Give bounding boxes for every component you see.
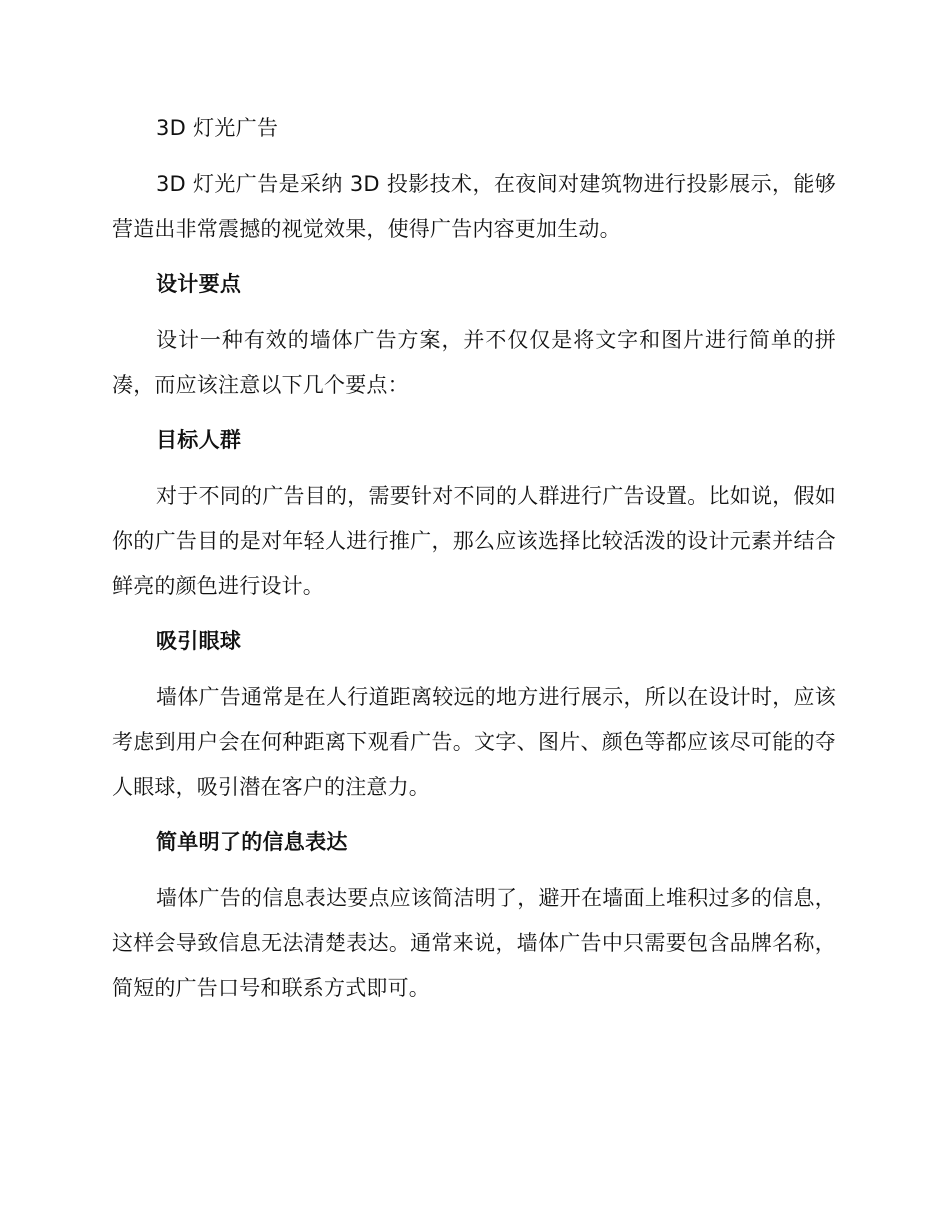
spacer — [112, 408, 836, 420]
section-heading-eye-catching: 吸引眼球 — [156, 629, 242, 653]
section-heading-3d-light-ad: 3D 灯光广告 — [156, 116, 279, 140]
section-body-design-points: 设计一种有效的墙体广告方案，并不仅仅是将文字和图片进行简单的拼凑，而应该注意以下几个要点： — [112, 328, 836, 397]
spacer — [112, 304, 836, 318]
section-heading-design-points: 设计要点 — [156, 272, 242, 296]
spacer — [112, 810, 836, 822]
spacer — [112, 148, 836, 162]
spacer — [112, 661, 836, 675]
spacer — [112, 862, 836, 876]
document-content — [112, 108, 836, 1011]
spacer — [112, 609, 836, 621]
section-heading-clear-message: 简单明了的信息表达 — [156, 830, 348, 854]
section-heading-target-audience: 目标人群 — [156, 428, 242, 452]
spacer — [112, 252, 836, 264]
section-body-eye-catching: 墙体广告通常是在人行道距离较远的地方进行展示，所以在设计时，应该考虑到用户会在何种距离下观看广告。文字、图片、颜色等都应该尽可能的夺人眼球，吸引潜在客户的注意力。 — [112, 685, 836, 799]
section-body-3d-light-ad: 3D 灯光广告是采纳 3D 投影技术，在夜间对建筑物进行投影展示，能够营造出非常震撼的视觉效果，使得广告内容更加生动。 — [112, 172, 836, 241]
section-body-target-audience: 对于不同的广告目的，需要针对不同的人群进行广告设置。比如说，假如你的广告目的是对年轻人进行推广，那么应该选择比较活泼的设计元素并结合鲜亮的颜色进行设计。 — [112, 484, 836, 598]
spacer — [112, 460, 836, 474]
section-body-clear-message: 墙体广告的信息表达要点应该简洁明了，避开在墙面上堆积过多的信息，这样会导致信息无法清楚表达。通常来说，墙体广告中只需要包含品牌名称，简短的广告口号和联系方式即可。 — [112, 886, 836, 1000]
